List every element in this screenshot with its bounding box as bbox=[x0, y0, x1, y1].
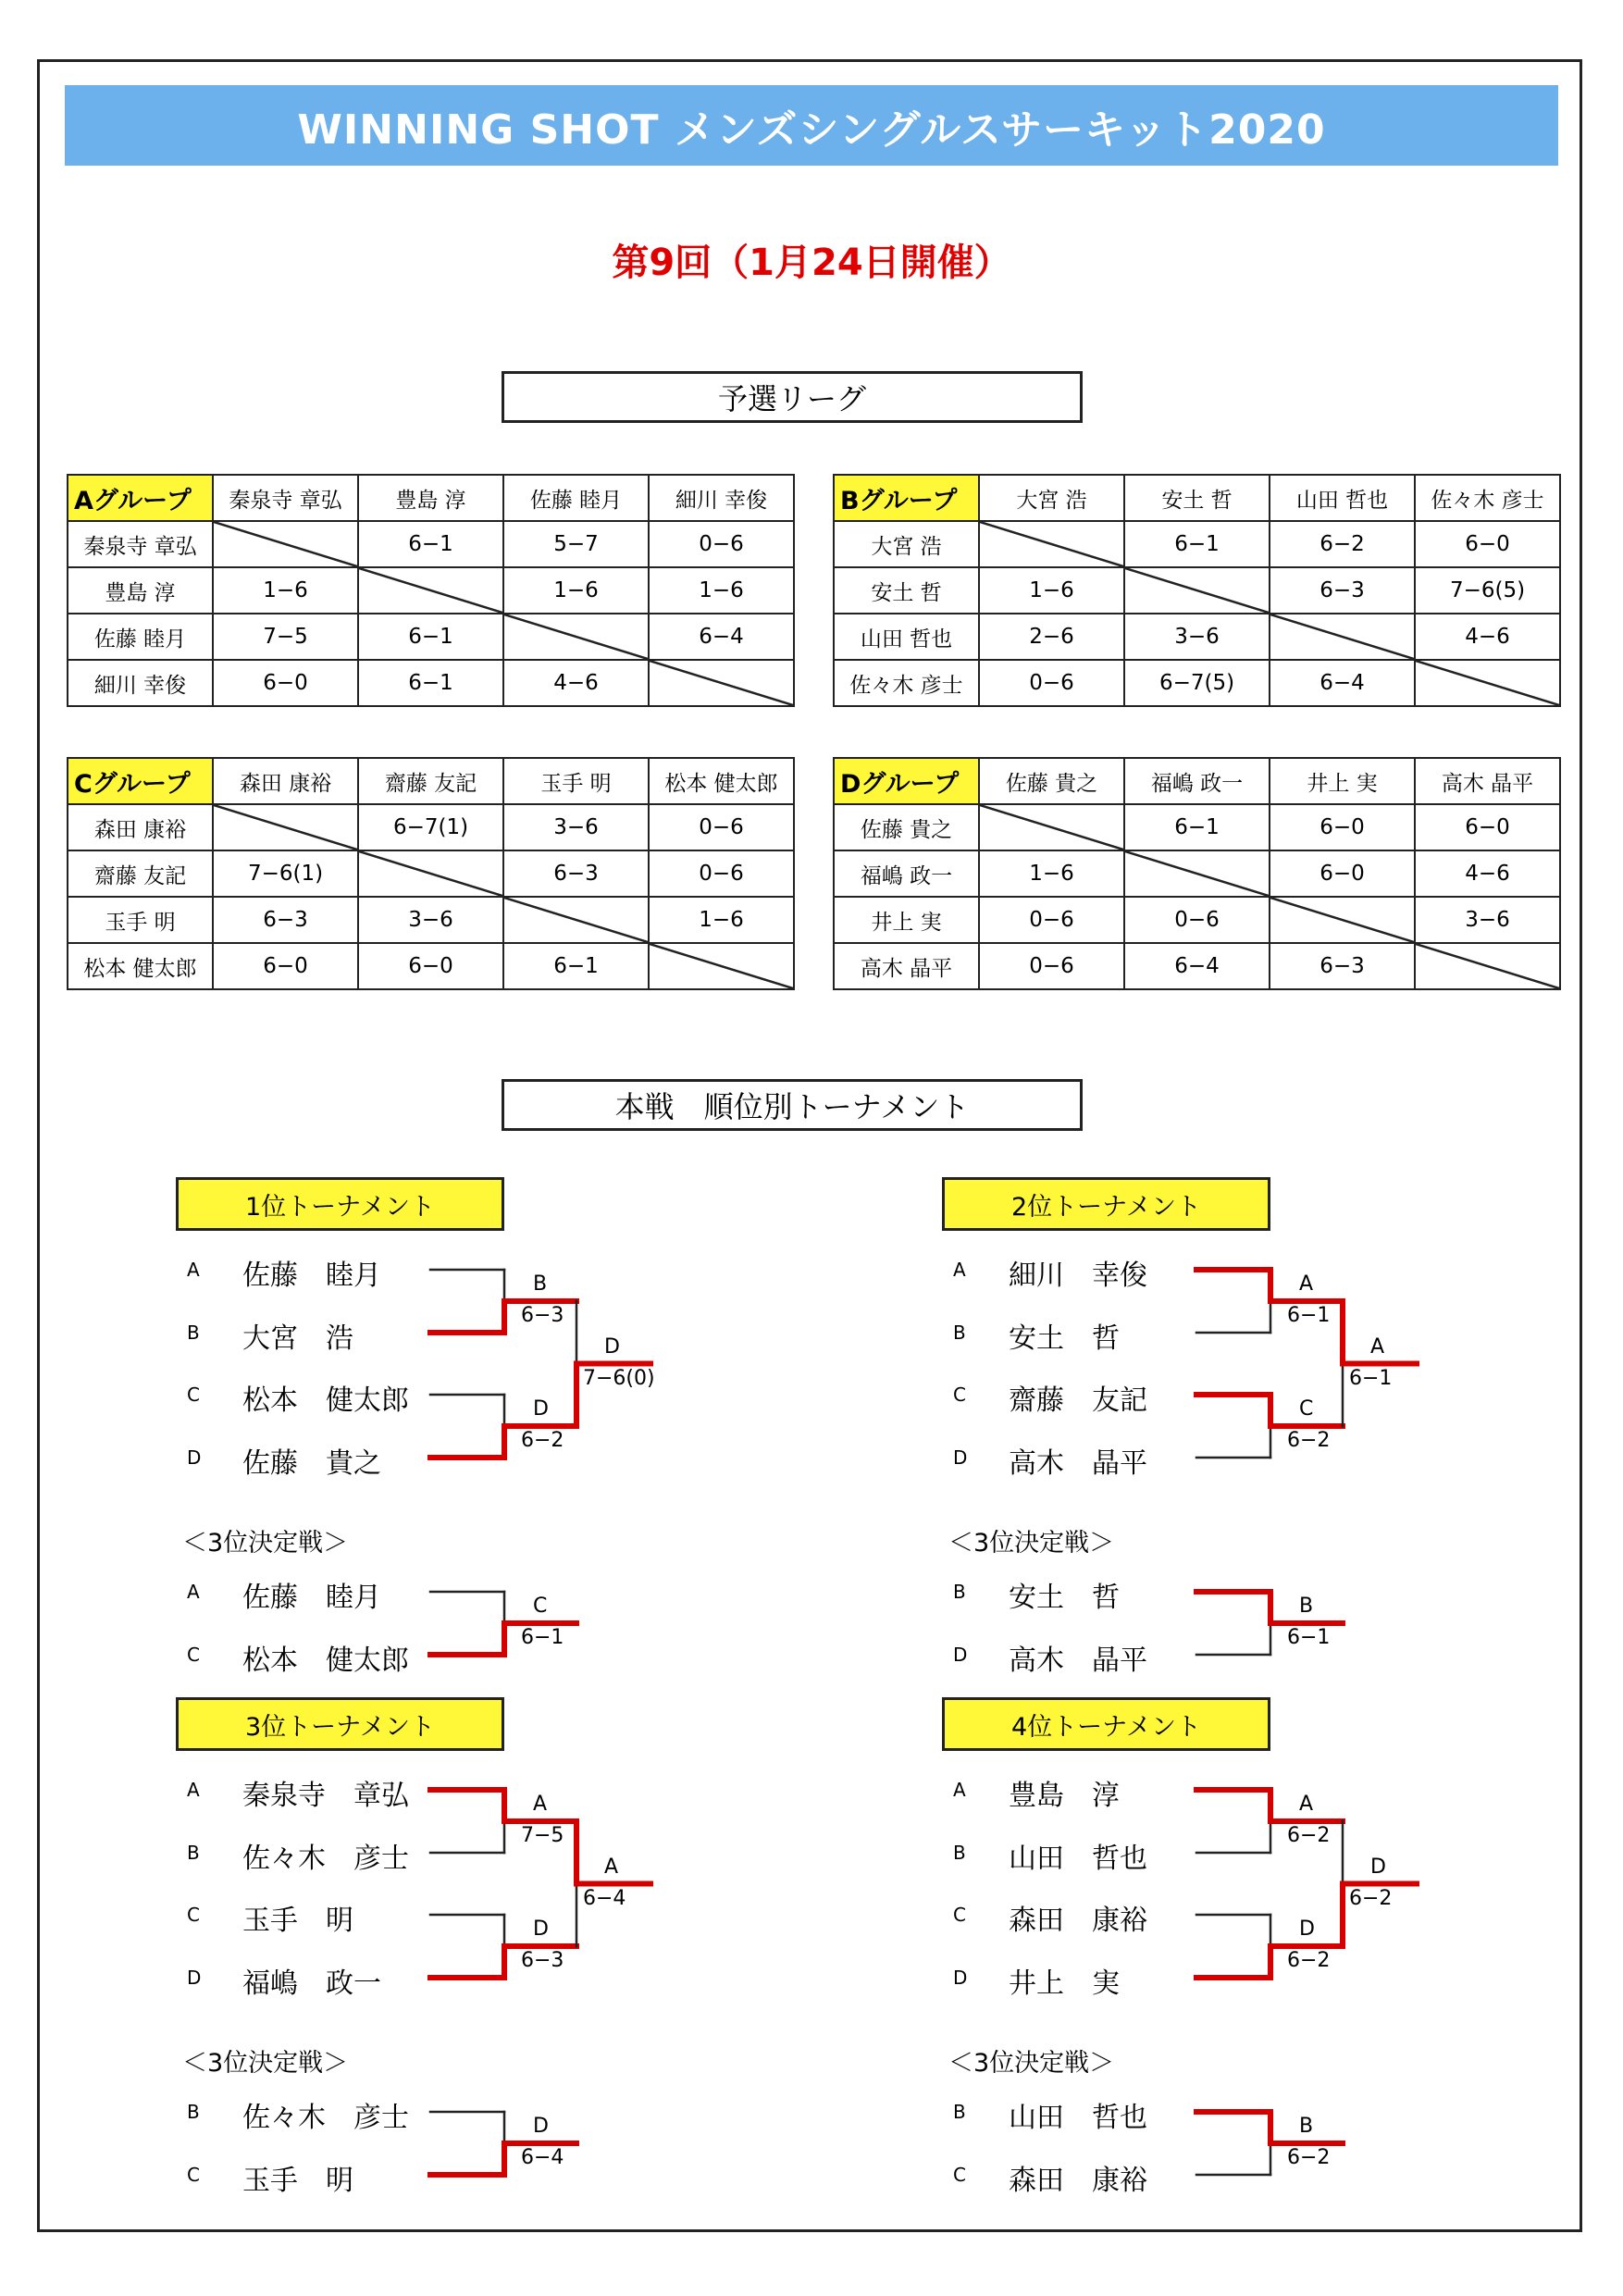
player-name: 玉手 明 bbox=[242, 2165, 353, 2197]
seed-label: A bbox=[953, 1779, 966, 1801]
match-winner: A bbox=[1299, 1272, 1314, 1296]
column-header-player: 福嶋 政一 bbox=[1124, 758, 1270, 804]
third-place-heading: ＜3位決定戦＞ bbox=[182, 2049, 349, 2078]
score-cell: 6−0 bbox=[1270, 850, 1415, 897]
seed-label: A bbox=[187, 1259, 200, 1281]
seed-label: B bbox=[953, 1842, 966, 1864]
group-label: Cグループ bbox=[68, 758, 213, 804]
row-header-player: 佐々木 彦士 bbox=[834, 660, 979, 706]
event-subtitle: 第9回（1月24日開催） bbox=[612, 242, 1011, 284]
row-header-player: 秦泉寺 章弘 bbox=[68, 521, 213, 567]
group-label: Aグループ bbox=[68, 475, 213, 521]
seed-label: D bbox=[953, 1967, 968, 1989]
match-winner: D bbox=[1299, 1917, 1315, 1941]
player-name: 佐藤 貴之 bbox=[242, 1447, 381, 1480]
score-cell: 1−6 bbox=[649, 897, 794, 943]
seed-label: C bbox=[187, 1644, 200, 1666]
seed-label: B bbox=[953, 1322, 966, 1344]
score-cell: 6−3 bbox=[1270, 567, 1415, 614]
column-header-player: 松本 健太郎 bbox=[649, 758, 794, 804]
score-cell: 2−6 bbox=[979, 614, 1124, 660]
seed-label: C bbox=[187, 2164, 200, 2186]
seed-label: C bbox=[187, 1904, 200, 1926]
third-place-heading: ＜3位決定戦＞ bbox=[948, 2049, 1115, 2078]
player-name: 高木 晶平 bbox=[1009, 1447, 1147, 1480]
player-name: 森田 康裕 bbox=[1009, 1905, 1147, 1937]
score-cell: 3−6 bbox=[1124, 614, 1270, 660]
score-cell: 0−6 bbox=[979, 943, 1124, 989]
score-cell: 0−6 bbox=[649, 521, 794, 567]
score-cell: 6−7(1) bbox=[358, 804, 503, 850]
player-name: 松本 健太郎 bbox=[242, 1384, 409, 1417]
player-name: 森田 康裕 bbox=[1009, 2165, 1147, 2197]
score-cell: 7−6(1) bbox=[213, 850, 358, 897]
score-cell: 6−0 bbox=[358, 943, 503, 989]
score-cell: 6−1 bbox=[503, 943, 649, 989]
seed-label: B bbox=[187, 1322, 200, 1344]
match-score: 6−1 bbox=[1287, 1304, 1331, 1327]
seed-label: C bbox=[953, 2164, 966, 2186]
player-name: 佐々木 彦士 bbox=[242, 2102, 409, 2134]
score-cell: 7−6(5) bbox=[1415, 567, 1560, 614]
match-winner: D bbox=[533, 2115, 549, 2138]
player-name: 高木 晶平 bbox=[1009, 1644, 1147, 1677]
column-header-player: 森田 康裕 bbox=[213, 758, 358, 804]
score-cell: 6−0 bbox=[1415, 804, 1560, 850]
match-winner: A bbox=[533, 1793, 548, 1816]
seed-label: C bbox=[953, 1384, 966, 1406]
score-cell: 6−0 bbox=[213, 943, 358, 989]
match-winner: C bbox=[533, 1595, 548, 1618]
column-header-player: 玉手 明 bbox=[503, 758, 649, 804]
tournament-title: 2位トーナメント bbox=[942, 1177, 1270, 1231]
player-name: 安土 哲 bbox=[1009, 1322, 1120, 1355]
seed-label: D bbox=[187, 1967, 202, 1989]
score-cell: 7−5 bbox=[213, 614, 358, 660]
player-name: 佐藤 睦月 bbox=[242, 1582, 381, 1614]
final-score: 6−1 bbox=[1349, 1366, 1393, 1390]
score-cell: 0−6 bbox=[649, 850, 794, 897]
score-cell: 1−6 bbox=[503, 567, 649, 614]
column-header-player: 井上 実 bbox=[1270, 758, 1415, 804]
row-header-player: 玉手 明 bbox=[68, 897, 213, 943]
score-cell: 1−6 bbox=[649, 567, 794, 614]
column-header-player: 安土 哲 bbox=[1124, 475, 1270, 521]
group-label: Bグループ bbox=[834, 475, 979, 521]
score-cell: 6−2 bbox=[1270, 521, 1415, 567]
score-cell: 6−7(5) bbox=[1124, 660, 1270, 706]
player-name: 玉手 明 bbox=[242, 1905, 353, 1937]
seed-label: B bbox=[953, 2101, 966, 2123]
player-name: 山田 哲也 bbox=[1009, 2102, 1147, 2134]
row-header-player: 森田 康裕 bbox=[68, 804, 213, 850]
score-cell: 4−6 bbox=[1415, 614, 1560, 660]
match-winner: B bbox=[533, 1272, 548, 1296]
player-name: 大宮 浩 bbox=[242, 1322, 353, 1355]
row-header-player: 安土 哲 bbox=[834, 567, 979, 614]
match-score: 6−2 bbox=[1287, 1824, 1331, 1847]
row-header-player: 細川 幸俊 bbox=[68, 660, 213, 706]
group-label: Dグループ bbox=[834, 758, 979, 804]
page-title-banner: WINNING SHOT メンズシングルスサーキット2020 bbox=[65, 85, 1558, 166]
score-cell: 6−4 bbox=[649, 614, 794, 660]
player-name: 山田 哲也 bbox=[1009, 1843, 1147, 1875]
column-header-player: 齋藤 友記 bbox=[358, 758, 503, 804]
player-name: 豊島 淳 bbox=[1009, 1780, 1120, 1812]
score-cell: 6−3 bbox=[1270, 943, 1415, 989]
third-place-heading: ＜3位決定戦＞ bbox=[182, 1529, 349, 1558]
row-header-player: 井上 実 bbox=[834, 897, 979, 943]
match-score: 7−5 bbox=[521, 1824, 564, 1847]
match-winner: A bbox=[1299, 1793, 1314, 1816]
column-header-player: 秦泉寺 章弘 bbox=[213, 475, 358, 521]
match-score: 6−1 bbox=[1287, 1626, 1331, 1649]
final-score: 6−2 bbox=[1349, 1886, 1393, 1910]
column-header-player: 佐藤 貴之 bbox=[979, 758, 1124, 804]
row-header-player: 福嶋 政一 bbox=[834, 850, 979, 897]
row-header-player: 齋藤 友記 bbox=[68, 850, 213, 897]
score-cell: 6−1 bbox=[358, 521, 503, 567]
score-cell: 6−0 bbox=[213, 660, 358, 706]
player-name: 齋藤 友記 bbox=[1009, 1384, 1147, 1417]
match-winner: C bbox=[1299, 1397, 1314, 1421]
match-winner: B bbox=[1299, 2115, 1314, 2138]
score-cell: 4−6 bbox=[503, 660, 649, 706]
row-header-player: 高木 晶平 bbox=[834, 943, 979, 989]
score-cell: 6−1 bbox=[1124, 804, 1270, 850]
final-winner: A bbox=[1370, 1334, 1385, 1359]
player-name: 佐藤 睦月 bbox=[242, 1260, 381, 1292]
score-cell: 1−6 bbox=[979, 567, 1124, 614]
final-winner: A bbox=[604, 1855, 619, 1879]
player-name: 秦泉寺 章弘 bbox=[242, 1780, 409, 1812]
main-heading: 本戦 順位別トーナメント bbox=[502, 1079, 1083, 1131]
match-score: 6−2 bbox=[521, 1429, 564, 1452]
match-score: 6−2 bbox=[1287, 1949, 1331, 1972]
tournament-title: 4位トーナメント bbox=[942, 1697, 1270, 1751]
row-header-player: 松本 健太郎 bbox=[68, 943, 213, 989]
column-header-player: 大宮 浩 bbox=[979, 475, 1124, 521]
column-header-player: 山田 哲也 bbox=[1270, 475, 1415, 521]
seed-label: C bbox=[187, 1384, 200, 1406]
column-header-player: 佐藤 睦月 bbox=[503, 475, 649, 521]
score-cell: 5−7 bbox=[503, 521, 649, 567]
score-cell: 3−6 bbox=[503, 804, 649, 850]
score-cell: 0−6 bbox=[1124, 897, 1270, 943]
player-name: 福嶋 政一 bbox=[242, 1967, 381, 2000]
seed-label: D bbox=[187, 1446, 202, 1469]
score-cell: 6−4 bbox=[1124, 943, 1270, 989]
score-cell: 0−6 bbox=[979, 660, 1124, 706]
player-name: 井上 実 bbox=[1009, 1967, 1120, 2000]
seed-label: A bbox=[187, 1779, 200, 1801]
final-score: 6−4 bbox=[583, 1886, 626, 1910]
score-cell: 6−4 bbox=[1270, 660, 1415, 706]
player-name: 安土 哲 bbox=[1009, 1582, 1120, 1614]
match-winner: D bbox=[533, 1917, 549, 1941]
score-cell: 6−3 bbox=[503, 850, 649, 897]
score-cell: 1−6 bbox=[979, 850, 1124, 897]
match-winner: B bbox=[1299, 1595, 1314, 1618]
score-cell: 6−1 bbox=[358, 660, 503, 706]
score-cell: 3−6 bbox=[358, 897, 503, 943]
row-header-player: 山田 哲也 bbox=[834, 614, 979, 660]
match-score: 6−1 bbox=[521, 1626, 564, 1649]
score-cell: 6−1 bbox=[1124, 521, 1270, 567]
final-winner: D bbox=[1370, 1855, 1386, 1879]
score-cell: 6−0 bbox=[1270, 804, 1415, 850]
player-name: 松本 健太郎 bbox=[242, 1644, 409, 1677]
match-score: 6−4 bbox=[521, 2146, 564, 2169]
match-winner: D bbox=[533, 1397, 549, 1421]
score-cell: 0−6 bbox=[649, 804, 794, 850]
seed-label: D bbox=[953, 1644, 968, 1666]
match-score: 6−2 bbox=[1287, 2146, 1331, 2169]
prelim-heading: 予選リーグ bbox=[502, 371, 1083, 423]
seed-label: A bbox=[953, 1259, 966, 1281]
score-cell: 6−1 bbox=[358, 614, 503, 660]
column-header-player: 佐々木 彦士 bbox=[1415, 475, 1560, 521]
score-cell: 0−6 bbox=[979, 897, 1124, 943]
tournament-title: 3位トーナメント bbox=[176, 1697, 504, 1751]
final-score: 7−6(0) bbox=[583, 1366, 655, 1390]
player-name: 佐々木 彦士 bbox=[242, 1843, 409, 1875]
row-header-player: 佐藤 貴之 bbox=[834, 804, 979, 850]
seed-label: D bbox=[953, 1446, 968, 1469]
player-name: 細川 幸俊 bbox=[1009, 1260, 1147, 1292]
third-place-heading: ＜3位決定戦＞ bbox=[948, 1529, 1115, 1558]
score-cell: 6−0 bbox=[1415, 521, 1560, 567]
column-header-player: 高木 晶平 bbox=[1415, 758, 1560, 804]
match-score: 6−3 bbox=[521, 1304, 564, 1327]
row-header-player: 豊島 淳 bbox=[68, 567, 213, 614]
score-cell: 4−6 bbox=[1415, 850, 1560, 897]
seed-label: B bbox=[953, 1581, 966, 1603]
seed-label: B bbox=[187, 1842, 200, 1864]
seed-label: B bbox=[187, 2101, 200, 2123]
seed-label: A bbox=[187, 1581, 200, 1603]
column-header-player: 豊島 淳 bbox=[358, 475, 503, 521]
score-cell: 3−6 bbox=[1415, 897, 1560, 943]
column-header-player: 細川 幸俊 bbox=[649, 475, 794, 521]
score-cell: 6−3 bbox=[213, 897, 358, 943]
final-winner: D bbox=[604, 1334, 620, 1359]
match-score: 6−3 bbox=[521, 1949, 564, 1972]
score-cell: 1−6 bbox=[213, 567, 358, 614]
match-score: 6−2 bbox=[1287, 1429, 1331, 1452]
tournament-title: 1位トーナメント bbox=[176, 1177, 504, 1231]
row-header-player: 大宮 浩 bbox=[834, 521, 979, 567]
row-header-player: 佐藤 睦月 bbox=[68, 614, 213, 660]
seed-label: C bbox=[953, 1904, 966, 1926]
